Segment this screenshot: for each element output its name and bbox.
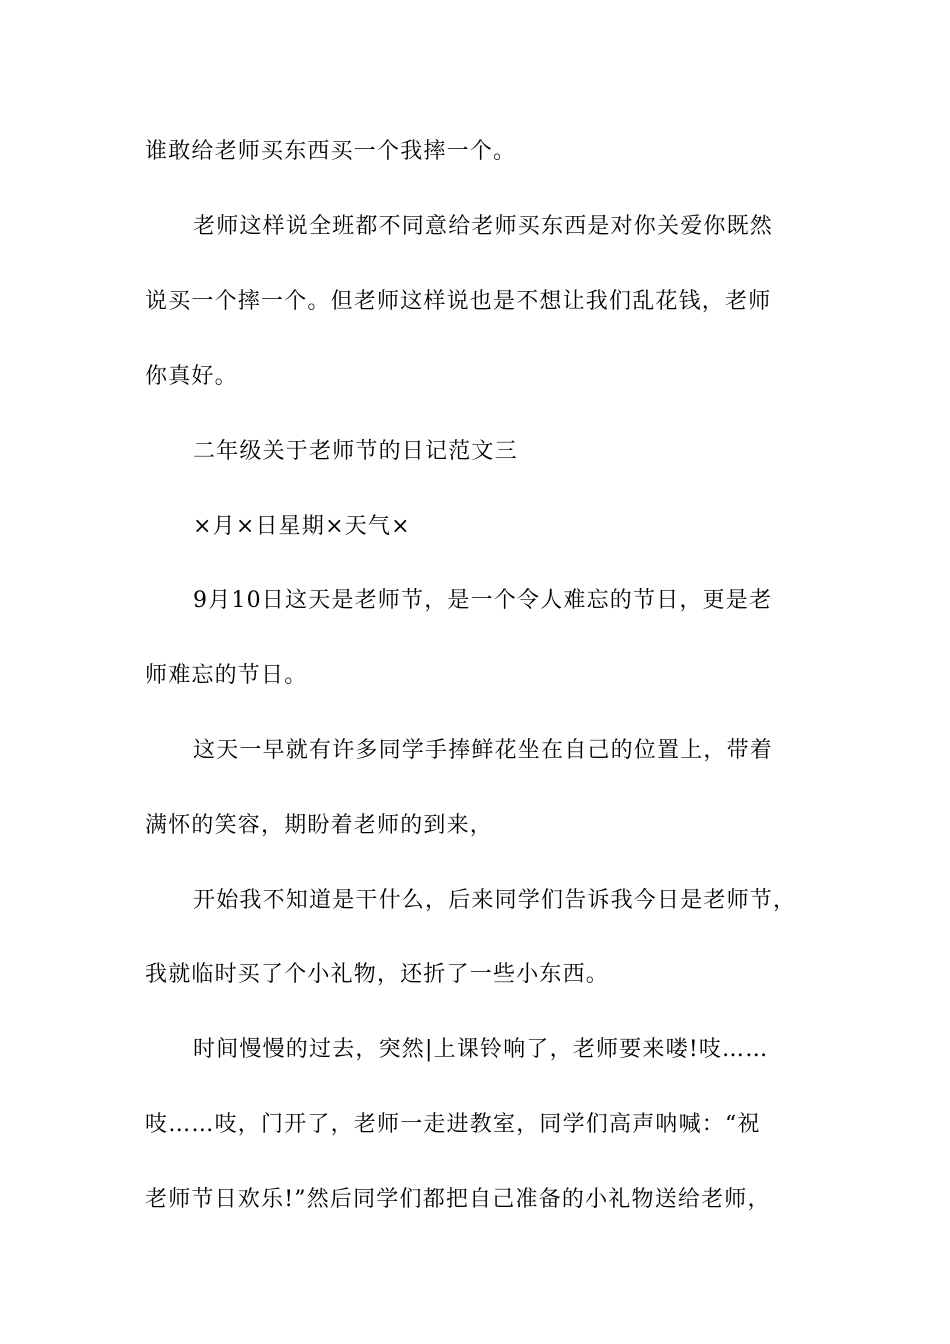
section-heading: 二年级关于老师节的日记范文三 (193, 439, 518, 464)
text-line: 说买一个摔一个。但老师这样说也是不想让我们乱花钱，老师 (145, 289, 772, 314)
text-line: 这天一早就有许多同学手捧鲜花坐在自己的位置上，带着 (193, 738, 774, 763)
text-line: 你真好。 (145, 364, 238, 389)
text-line: 我就临时买了个小礼物，还折了一些小东西。 (145, 962, 610, 987)
text-line: 老师这样说全班都不同意给老师买东西是对你关爱你既然 (193, 214, 774, 239)
text-line: 开始我不知道是干什么，后来同学们告诉我今日是老师节， (193, 888, 797, 913)
text-line: 师难忘的节日。 (145, 663, 308, 688)
text-line: 满怀的笑容，期盼着老师的到来， (145, 813, 494, 838)
text-line: 谁敢给老师买东西买一个我摔一个。 (145, 139, 517, 164)
text-line: 时间慢慢的过去，突然|上课铃响了，老师要来喽!吱…… (193, 1037, 769, 1062)
diary-date-line: ×月×日星期×天气× (193, 514, 411, 539)
text-line: 老师节日欢乐!”然后同学们都把自己准备的小礼物送给老师， (145, 1187, 771, 1212)
text-line: 吱……吱，门开了，老师一走进教室，同学们高声呐喊：“祝 (145, 1112, 761, 1137)
text-line: 9月10日这天是老师节，是一个令人难忘的节日，更是老 (193, 588, 773, 613)
